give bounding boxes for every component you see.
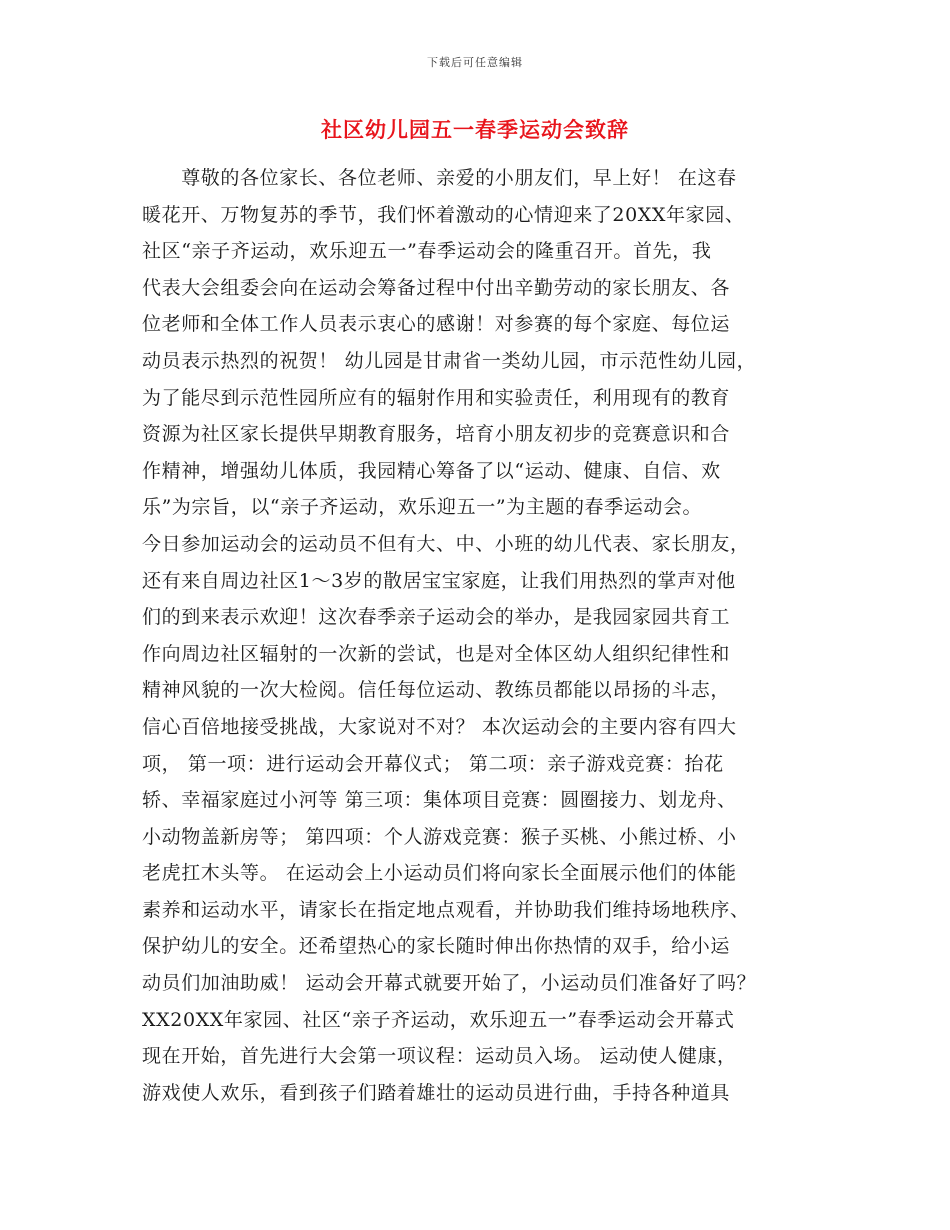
body-line: 尊敬的各位家长、各位老师、亲爱的小朋友们，早上好！ 在这春 — [142, 167, 737, 189]
body-line: 今日参加运动会的运动员不但有大、中、小班的幼儿代表、家长朋友， — [142, 532, 750, 555]
document-title: 社区幼儿园五一春季运动会致辞 — [321, 118, 629, 142]
body-line: 动员表示热烈的祝贺！ 幼儿园是甘肃省一类幼儿园，市示范性幼儿园， — [142, 349, 757, 372]
body-text — [142, 160, 832, 1111]
header-note: 下载后可任意编辑 — [427, 56, 523, 69]
body-line: 暖花开、万物复苏的季节，我们怀着激动的心情迎来了20XX年家园、 — [142, 203, 745, 226]
body-line: 小动物盖新房等； 第四项：个人游戏竞赛：猴子买桃、小熊过桥、小 — [142, 825, 737, 848]
body-line: 还有来自周边社区1～3岁的散居宝宝家庭，让我们用热烈的掌声对他 — [142, 569, 736, 592]
body-line: 代表大会组委会向在运动会筹备过程中付出辛勤劳动的家长朋友、各 — [142, 276, 731, 299]
body-line: 作精神，增强幼儿体质，我园精心筹备了以“运动、健康、自信、欢 — [142, 459, 721, 482]
body-line: 轿、幸福家庭过小河等 第三项：集体项目竞赛：圆圈接力、划龙舟、 — [142, 789, 737, 812]
body-line: 资源为社区家长提供早期教育服务，培育小朋友初步的竞赛意识和合 — [142, 423, 731, 446]
body-line: 们的到来表示欢迎！这次春季亲子运动会的举办，是我园家园共育工 — [142, 606, 731, 629]
body-line: 社区“亲子齐运动，欢乐迎五一”春季运动会的隆重召开。首先，我 — [142, 240, 712, 263]
body-line: XX20XX年家园、社区“亲子齐运动，欢乐迎五一”春季运动会开幕式 — [142, 1008, 735, 1031]
body-line: 游戏使人欢乐，看到孩子们踏着雄壮的运动员进行曲，手持各种道具 — [142, 1081, 731, 1104]
body-line: 信心百倍地接受挑战，大家说对不对？ 本次运动会的主要内容有四大 — [142, 715, 737, 738]
body-line: 项， 第一项：进行运动会开幕仪式； 第二项：亲子游戏竞赛：抬花 — [142, 752, 724, 775]
body-line: 为了能尽到示范性园所应有的辐射作用和实验责任，利用现有的教育 — [142, 386, 731, 409]
body-line: 素养和运动水平，请家长在指定地点观看，并协助我们维持场地秩序、 — [142, 898, 750, 921]
body-line: 精神风貌的一次大检阅。信任每位运动、教练员都能以昂扬的斗志， — [142, 679, 731, 702]
body-line: 乐”为宗旨，以“亲子齐运动，欢乐迎五一”为主题的春季运动会。 — [142, 496, 703, 519]
body-line: 作向周边社区辐射的一次新的尝试，也是对全体区幼人组织纪律性和 — [142, 642, 731, 665]
body-line: 现在开始，首先进行大会第一项议程：运动员入场。 运动使人健康， — [142, 1045, 737, 1068]
body-line: 老虎扛木头等。 在运动会上小运动员们将向家长全面展示他们的体能 — [142, 862, 737, 885]
body-line: 保护幼儿的安全。还希望热心的家长随时伸出你热情的双手，给小运 — [142, 935, 731, 958]
body-line: 位老师和全体工作人员表示衷心的感谢！对参赛的每个家庭、每位运 — [142, 313, 731, 336]
body-line: 动员们加油助威！ 运动会开幕式就要开始了，小运动员们准备好了吗？ — [142, 972, 757, 995]
